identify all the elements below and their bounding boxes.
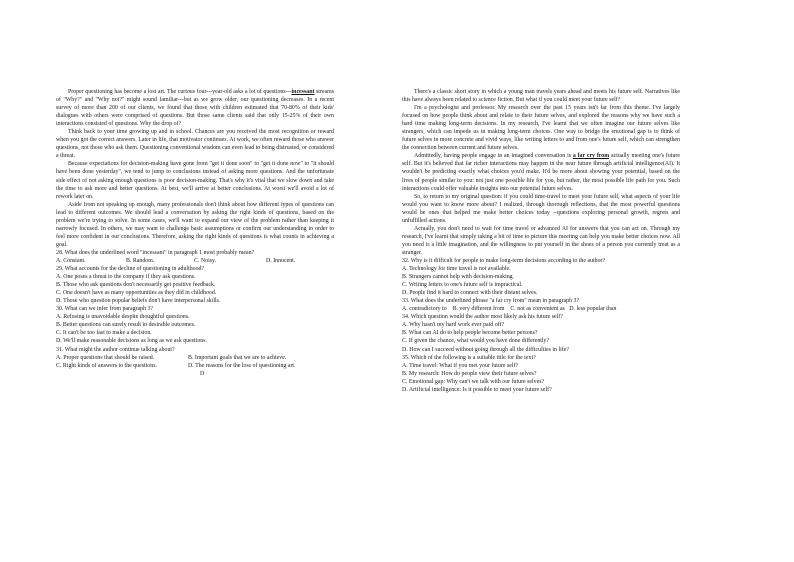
option: B. Better questions can surely result in desirable outcomes. <box>56 322 196 329</box>
option: D. How can I succeed without going through all the difficulties in life? <box>402 346 569 353</box>
option: C. One doesn't have as many opportunities as they did in childhood. <box>56 290 217 297</box>
question-29: 29. What accounts for the decline of questioning in adulthood? <box>56 266 205 273</box>
question-31-options-row-1 <box>56 354 334 362</box>
option: C. Emotional gap: Why can't we talk with our future selves? <box>402 378 545 385</box>
option: B. Random. <box>126 257 155 264</box>
passage-a-paragraph-1: Proper questioning has become a lost art. The curious four---year-old asks a lot of questions---incessant streams of "Why?" and "Why not?" might sound familiar---but as we grow older, our questioning decreases. In a recent survey of more than 200 of our clients, we found that those with children estimated that 70-80% of their kids' dialogues with others were comprised of questions. But those same clients said that only 15-25% of their own interactions consisted of questions. Why the drop of? <box>56 89 335 128</box>
right-column <box>402 88 680 394</box>
question-32: 32. Why is it difficult for people to make long-term decisions according to the author? <box>402 257 606 264</box>
option: C. If given the chance, what would you have done differently? <box>402 338 550 345</box>
passage-b-paragraph-5: Actually, you don't need to wait for time travel or advanced AI for answers that you can act on. Through my research, I've learnt that simply taking a bit of time to picture this meeting can help you make better choices now. All you need is a little imagination, and the willingness to put yourself in the shoes of a person you currently treat as a stranger. <box>402 225 680 256</box>
question-33: 33. What does the underlined phrase "a far cry from" mean in paragraph 3? <box>402 298 580 305</box>
option: A. contradictory to <box>402 306 447 313</box>
passage-b-paragraph-4: So, to return to my original question: if you could time-travel to meet your future self, what aspects of your life would you want to know more about? I realized, through thorough reflections, that the most powerful questions would be ones that helped me make better choices today --questions exploring personal growth, regrets and unfulfilled actions. <box>402 193 680 224</box>
question-35: 35. Which of the following is a suitable title for the text? <box>402 354 536 361</box>
option: C. not as convenient as <box>510 306 565 313</box>
option: C. Writing letters to one's future self is impractical. <box>402 282 523 289</box>
underlined-word-incessant: incessant <box>291 89 315 95</box>
question-31-options-row-2 <box>56 362 334 370</box>
option: A. Time travel: What if you met your future self? <box>402 362 519 369</box>
passage-a-paragraph-4: Aside from not speaking up enough, many professionals don't think about how different types of questions can lead to different outcomes. We should lead a conversation by asking the right kinds of questions, based on the problem we're trying to solve. In some cases, we'll want to expand our view of the problem rather than keeping it narrowly focused. In others, we may want to challenge basic assumptions or confirm our understanding in order to feel more confident in our conclusions. Therefore, asking the right kinds of questions is what counts in achieving a goal. <box>56 201 334 248</box>
option: A. One poses a threat to the company if they ask questions. <box>56 274 196 281</box>
passage-b-paragraph-3: Admittedly, having people engage in an imagined conversation is a far cry from actually meeting one's future self. But it's believed that far richer interactions may happen in the near future through artificial intelligence(AI). It wouldn't be predicting exactly what choices you'd make. It'd be more about showing your potential, based on the lives of people similar to you: not just one possible life for you, but rather, the most possible life path for you. Such interactions could offer valuable insights into our potential future selves. <box>402 153 680 192</box>
option: D. Innocent. <box>266 257 296 264</box>
option: D. less popular than <box>569 306 617 313</box>
option: B. Those who ask questions don't necessarily get positive feedback. <box>56 282 216 289</box>
question-31-answer-mark: D <box>200 370 205 377</box>
option: A. Constant. <box>56 257 86 264</box>
option: B. Important goals that we are to achieve. <box>188 354 287 361</box>
option: B. Strangers cannot help with decision-making. <box>402 274 515 281</box>
option: D. The reasons for the loss of questioning art. <box>188 362 296 369</box>
passage-b-paragraph-1: There's a classic short story in which a young man travels years ahead and meets his future self. Narratives like this have always been related to science fiction. But what if you could meet your future self? <box>402 89 680 104</box>
question-30: 30. What can we infer from paragraph 3? <box>56 306 154 313</box>
option: C. It can't be too fast to make a decision. <box>56 330 152 337</box>
question-31: 31. What might the author continue talking about? <box>56 346 175 353</box>
option: D. People find it hard to connect with their distant selves. <box>402 290 538 297</box>
option: A. Why hasn't my hard work ever paid off? <box>402 322 505 329</box>
question-34: 34. Which question would the author most likely ask his future self? <box>402 314 563 321</box>
question-28: 28. What does the underlined word "incessant" in paragraph 1 most probably mean? <box>56 249 255 256</box>
option: D. Those who question popular beliefs don't have interpersonal skills. <box>56 298 221 305</box>
option: D. Artificial intelligence: Is it possible to meet your future self? <box>402 386 552 393</box>
option: B. What can AI do to help people become better persons? <box>402 330 538 337</box>
passage-a-paragraph-2: Think back to your time growing up and in school. Chances are you received the most recognition or reward when you got the correct answers. Later in life, that motivator continues. At work, we often reward those who answer questions, not those who ask them. Questioning conventional wisdom can even lead to being distrusted, or considered a threat. <box>56 129 334 160</box>
option: B. My research: How do people view their future selves? <box>402 370 537 377</box>
option: A. Proper questions that should be raised. <box>56 354 155 361</box>
option: C. Right kinds of answers to the questions. <box>56 362 157 369</box>
option: B. very different from <box>452 306 505 313</box>
option: A. Technology for time travel is not available. <box>402 266 511 273</box>
option: D. We'll make reasonable decisions as long as we ask questions. <box>56 338 207 345</box>
option: C. Noisy. <box>194 257 217 264</box>
passage-a-paragraph-3: Because expectations for decision-making have gone from "get it done soon" to "get it done now" to "it should have been done yesterday", we tend to jump to conclusions instead of asking more questions. And the unfortunate side effect of not asking enough questions is poor decision-making. That's why it's vital that we slow down and take the time to ask more and better questions. At best, we'll arrive at better conclusions. At worst we'll avoid a lot of rework later on. <box>56 161 334 200</box>
left-column <box>56 88 334 378</box>
question-28-options <box>56 257 334 265</box>
question-33-options <box>402 305 680 313</box>
option: A. Refusing is unavoidable despite thoughtful questions. <box>56 314 190 321</box>
passage-b-paragraph-2: I'm a psychologist and professor. My research over the past 15 years isn't far from this theme. I've largely focused on how people think about and relate to their future selves, and explored the reasons why we have such a hard time making long-term decisions. In my research, I've learnt that we often imagine our future selves like strangers, which can impede us in making long-term choices. One way to bridge the emotional gap is to think of future selves in more concrete and vivid ways, like writing letters to and from one's future self, which can strengthen the connection between current and future selves. <box>402 105 680 152</box>
underlined-phrase-far-cry: a far cry from <box>572 153 610 160</box>
